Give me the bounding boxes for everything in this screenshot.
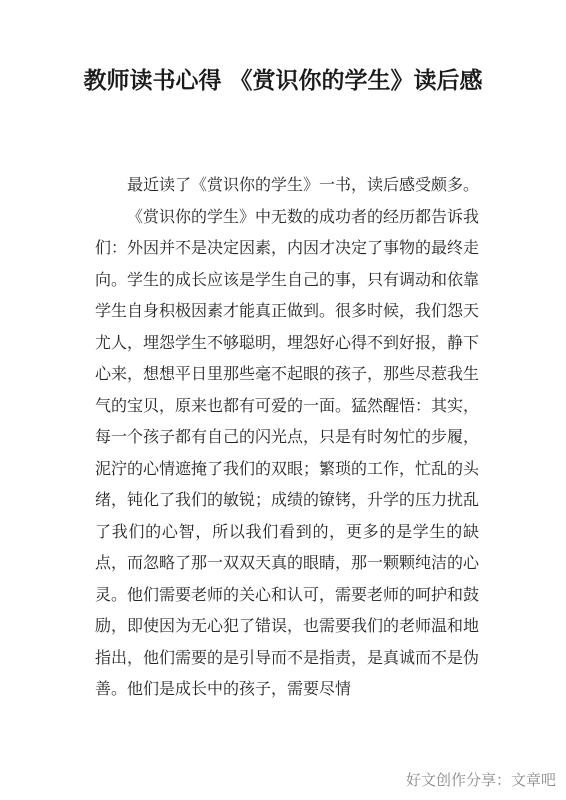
document-title: 教师读书心得 《赏识你的学生》读后感 — [83, 68, 483, 94]
paragraph-main: 《赏识你的学生》中无数的成功者的经历都告诉我们：外因并不是决定因素，内因才决定了事物的最终走向。学生的成长应该是学生自己的事，只有调动和依靠学生自身积极因素才能真正做到。很多时候，我们怨天尤人，埋怨学生不够聪明，埋怨好心得不到好报，静下心来，想想平日里那些毫不起眼的孩子，那些尽惹我生气的宝贝，原来也都有可爱的一面。猛然醒悟：其实，每一个孩子都有自己的闪光点，只是有时匆忙的步履，泥泞的心情遮掩了我们的双眼；繁琐的工作，忙乱的头绪，钝化了我们的敏锐；成绩的镣铐，升学的压力扰乱了我们的心智，所以我们看到的，更多的是学生的缺点，而忽略了那一双双天真的眼睛，那一颗颗纯洁的心灵。他们需要老师的关心和认可，需要老师的呵护和鼓励，即使因为无心犯了错误，也需要我们的老师温和地指出，他们需要的是引导而不是指责，是真诚而不是伪善。他们是成长中的孩子，需要尽情 — [95, 206, 480, 698]
paragraph-intro: 最近读了《赏识你的学生》一书，读后感受颇多。 — [127, 175, 480, 194]
watermark-text: 好文创作分享：文章吧 — [405, 771, 556, 789]
document-body — [95, 169, 479, 705]
